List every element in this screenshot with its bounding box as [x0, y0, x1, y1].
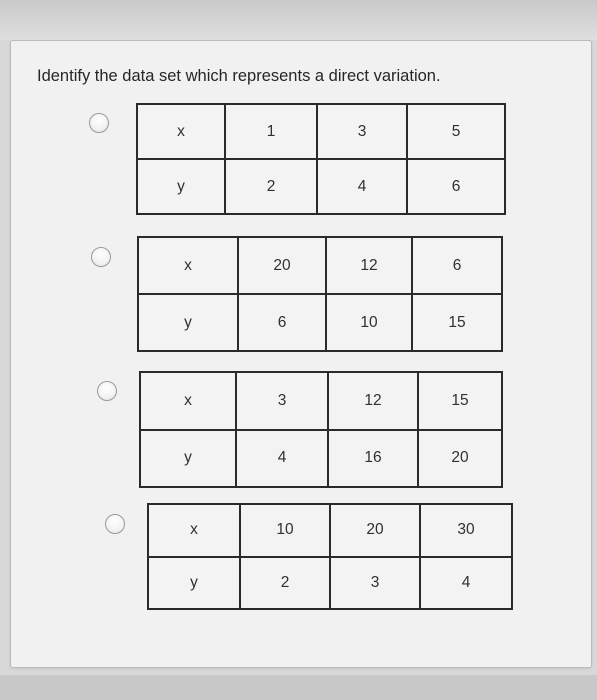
- table-cell: 12: [326, 237, 412, 294]
- option-4-table: [147, 503, 513, 610]
- table-cell: 4: [420, 557, 512, 610]
- table-row: [137, 104, 505, 159]
- table-cell: 2: [240, 557, 330, 610]
- table-cell: 1: [225, 104, 317, 159]
- row-label: x: [148, 504, 240, 557]
- table-cell: 30: [420, 504, 512, 557]
- row-label: y: [137, 159, 225, 214]
- table-cell: 3: [317, 104, 407, 159]
- table-cell: 4: [236, 430, 328, 488]
- row-label: x: [140, 372, 236, 430]
- table-cell: 5: [407, 104, 505, 159]
- table-cell: 6: [412, 237, 502, 294]
- table-cell: 20: [418, 430, 502, 488]
- row-label: x: [138, 237, 238, 294]
- table-cell: 10: [240, 504, 330, 557]
- row-label: x: [137, 104, 225, 159]
- table-cell: 15: [412, 294, 502, 351]
- row-label: y: [140, 430, 236, 488]
- question-text: Identify the data set which represents a direct variation.: [37, 67, 441, 85]
- table-row: [138, 294, 502, 351]
- background-top: [0, 0, 597, 40]
- table-cell: 6: [238, 294, 326, 351]
- table-cell: 10: [326, 294, 412, 351]
- table-cell: 6: [407, 159, 505, 214]
- option-3-radio[interactable]: [97, 381, 117, 401]
- table-row: [140, 372, 502, 430]
- table-cell: 20: [238, 237, 326, 294]
- table-cell: 4: [317, 159, 407, 214]
- background-bottom: [0, 675, 597, 700]
- table-cell: 16: [328, 430, 418, 488]
- row-label: y: [148, 557, 240, 610]
- table-row: [148, 504, 512, 557]
- option-4-radio[interactable]: [105, 514, 125, 534]
- option-3-table: [139, 371, 503, 488]
- table-cell: 20: [330, 504, 420, 557]
- table-cell: 15: [418, 372, 502, 430]
- table-row: [137, 159, 505, 214]
- option-2-table: [137, 236, 503, 352]
- option-2-radio[interactable]: [91, 247, 111, 267]
- table-cell: 2: [225, 159, 317, 214]
- option-1-radio[interactable]: [89, 113, 109, 133]
- table-cell: 3: [236, 372, 328, 430]
- table-row: [140, 430, 502, 488]
- question-card: [10, 40, 592, 668]
- table-cell: 12: [328, 372, 418, 430]
- table-cell: 3: [330, 557, 420, 610]
- option-1-table: [136, 103, 506, 215]
- table-row: [138, 237, 502, 294]
- row-label: y: [138, 294, 238, 351]
- table-row: [148, 557, 512, 610]
